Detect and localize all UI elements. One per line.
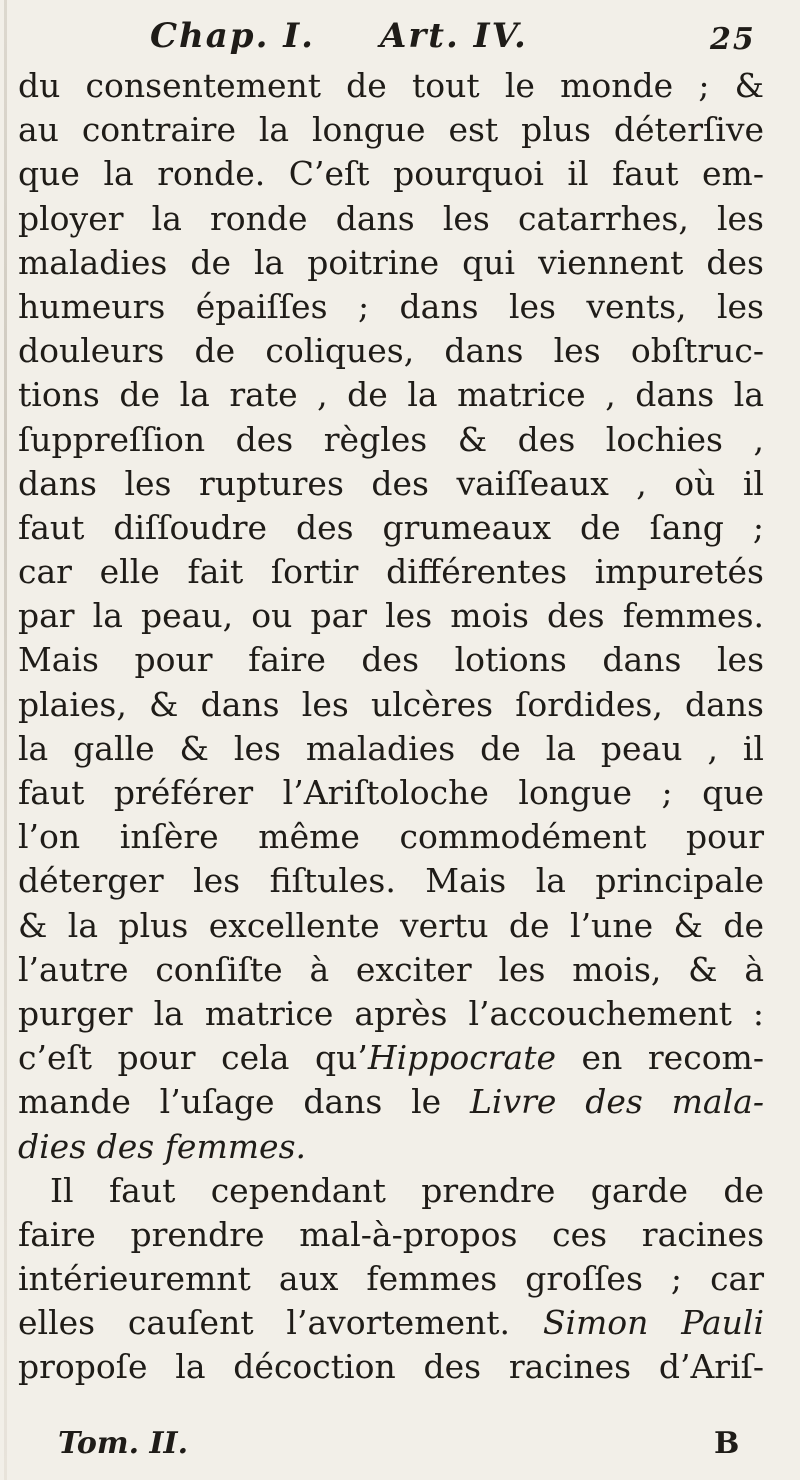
text-line: propoſe la décoction des racines d’Ariſ- [18, 1347, 764, 1387]
book-title-italic-end: dies des femmes. [18, 1126, 306, 1166]
text-line: au contraire la longue est plus déterſive [18, 110, 764, 150]
text-line: plaies, & dans les ulcères ſordides, dans [18, 684, 764, 724]
text-line: dans les ruptures des vaiſſeaux , où il [18, 463, 764, 503]
signature-mark: B [714, 1426, 740, 1461]
text-run: en recom- [555, 1038, 764, 1078]
running-head-article: Art. IV. [380, 16, 528, 56]
text-line [18, 1301, 764, 1345]
running-head [150, 16, 756, 62]
text-line [18, 1036, 764, 1080]
text-line: que la ronde. C’eſt pourquoi il faut em- [18, 154, 764, 194]
text-line: l’on inſère même commodément pour [18, 817, 764, 857]
text-line: faut diſſoudre des grumeaux de ſang ; [18, 507, 764, 547]
page-number: 25 [710, 22, 756, 57]
text-line: tions de la rate , de la matrice , dans la [18, 375, 764, 415]
text-line: faut préférer l’Ariſtoloche longue ; que [18, 773, 764, 812]
volume-mark: Tom. II. [58, 1426, 189, 1461]
author-name-italic: Hippocrate [367, 1038, 556, 1078]
page-footer [58, 1426, 758, 1466]
page-gutter-shadow [4, 0, 7, 1480]
text-line: déterger les fiſtules. Mais la principale [18, 861, 764, 901]
text-line: l’autre conſiſte à exciter les mois, & à [18, 949, 764, 989]
text-run: c’eſt pour cela qu’ [18, 1038, 368, 1078]
body-text [18, 64, 764, 1390]
text-line: humeurs épaiſſes ; dans les vents, les [18, 286, 764, 326]
text-line: ſuppreſſion des règles & des lochies , [18, 419, 764, 459]
text-line: du consentement de tout le monde ; & [18, 66, 764, 105]
text-line: par la peau, ou par les mois des femmes. [18, 596, 764, 636]
text-line: & la plus excellente vertu de l’une & de [18, 905, 764, 945]
running-head-chapter: Chap. I. [150, 16, 315, 56]
text-line: maladies de la poitrine qui viennent des [18, 242, 764, 282]
paragraph-first-line: Il faut cependant prendre garde de [50, 1170, 764, 1210]
text-line: faire prendre mal-à-propos ces racines [18, 1214, 764, 1254]
text-line: intérieuremnt aux femmes groſſes ; car [18, 1259, 764, 1299]
text-line: douleurs de coliques, dans les obſtruc- [18, 331, 764, 371]
text-line [18, 1080, 764, 1124]
book-title-italic: Livre des mala- [470, 1082, 764, 1122]
text-line: ployer la ronde dans les catarrhes, les [18, 198, 764, 238]
text-line: Mais pour faire des lotions dans les [18, 640, 764, 680]
text-line: purger la matrice après l’accouchement : [18, 993, 764, 1033]
author-name-italic: Simon Pauli [542, 1303, 764, 1343]
text-line: la galle & les maladies de la peau , il [18, 728, 764, 768]
text-line: car elle fait ſortir différentes impuretés [18, 552, 764, 592]
text-run: elles cauſent l’avortement. [18, 1303, 543, 1343]
text-run: mande l’uſage dans le [18, 1082, 471, 1122]
